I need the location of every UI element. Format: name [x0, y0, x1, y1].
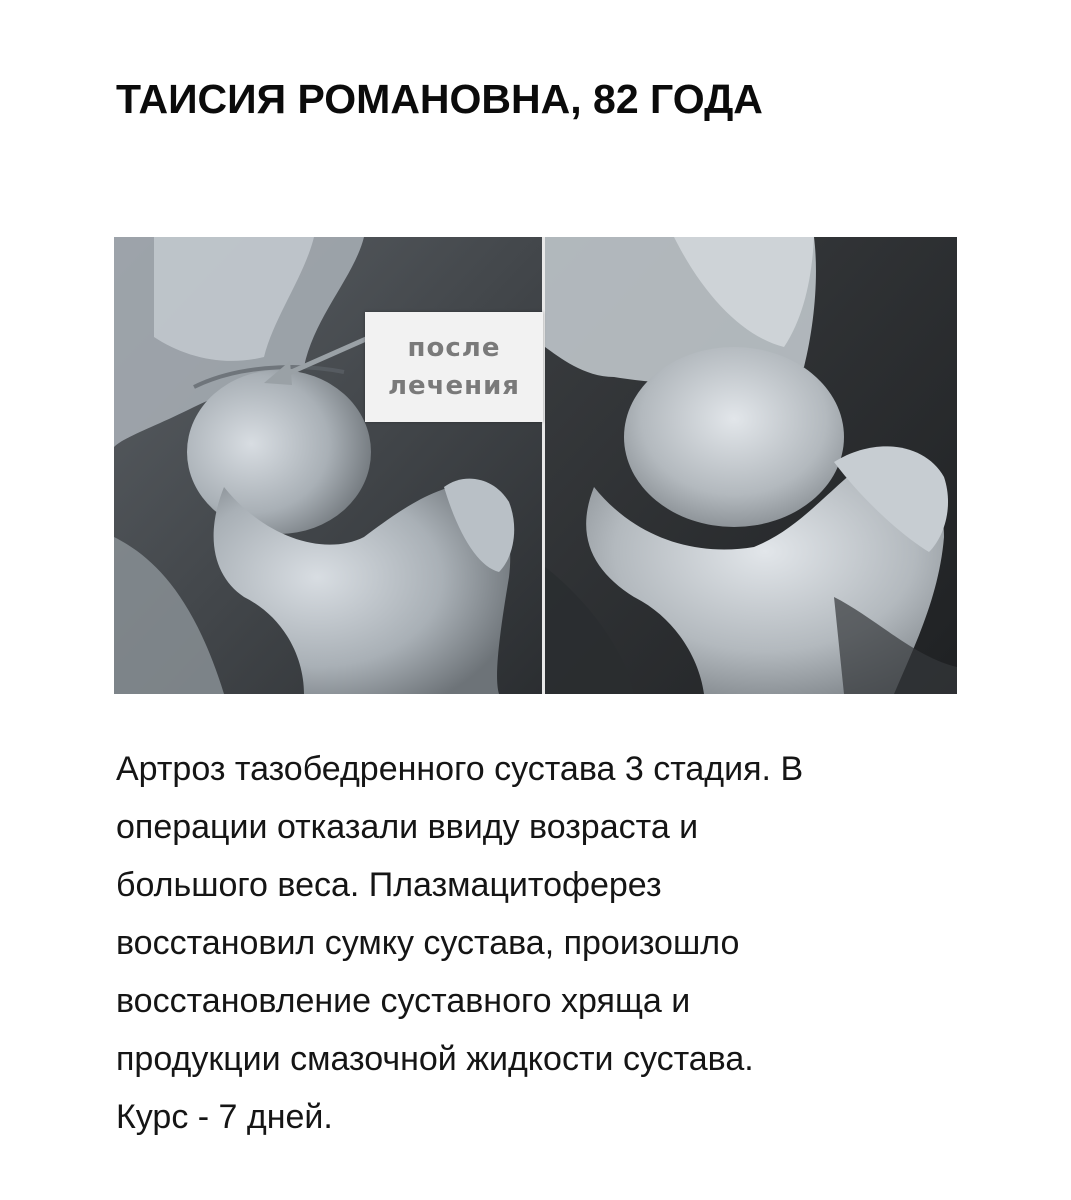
article-description — [116, 740, 936, 1146]
description-line-7: Курс - 7 дней. — [116, 1098, 333, 1136]
description-line-2: операции отказали ввиду возраста и — [116, 808, 699, 846]
after-treatment-label — [365, 312, 543, 422]
label-line-1: после — [407, 333, 501, 363]
article-title: ТАИСИЯ РОМАНОВНА, 82 ГОДА — [116, 76, 763, 122]
description-line-5: восстановление суставного хряща и — [116, 982, 691, 1020]
left-xray-panel — [114, 237, 542, 694]
xray-illustration — [114, 237, 957, 694]
right-xray-panel — [545, 237, 957, 694]
xray-comparison-image — [114, 237, 957, 694]
description-line-3: большого веса. Плазмацитоферез — [116, 866, 662, 904]
label-line-2: лечения — [387, 371, 521, 401]
description-line-1: Артроз тазобедренного сустава 3 стадия. В — [116, 750, 804, 788]
description-line-4: восстановил сумку сустава, произошло — [116, 924, 740, 962]
description-line-6: продукции смазочной жидкости сустава. — [116, 1040, 754, 1078]
